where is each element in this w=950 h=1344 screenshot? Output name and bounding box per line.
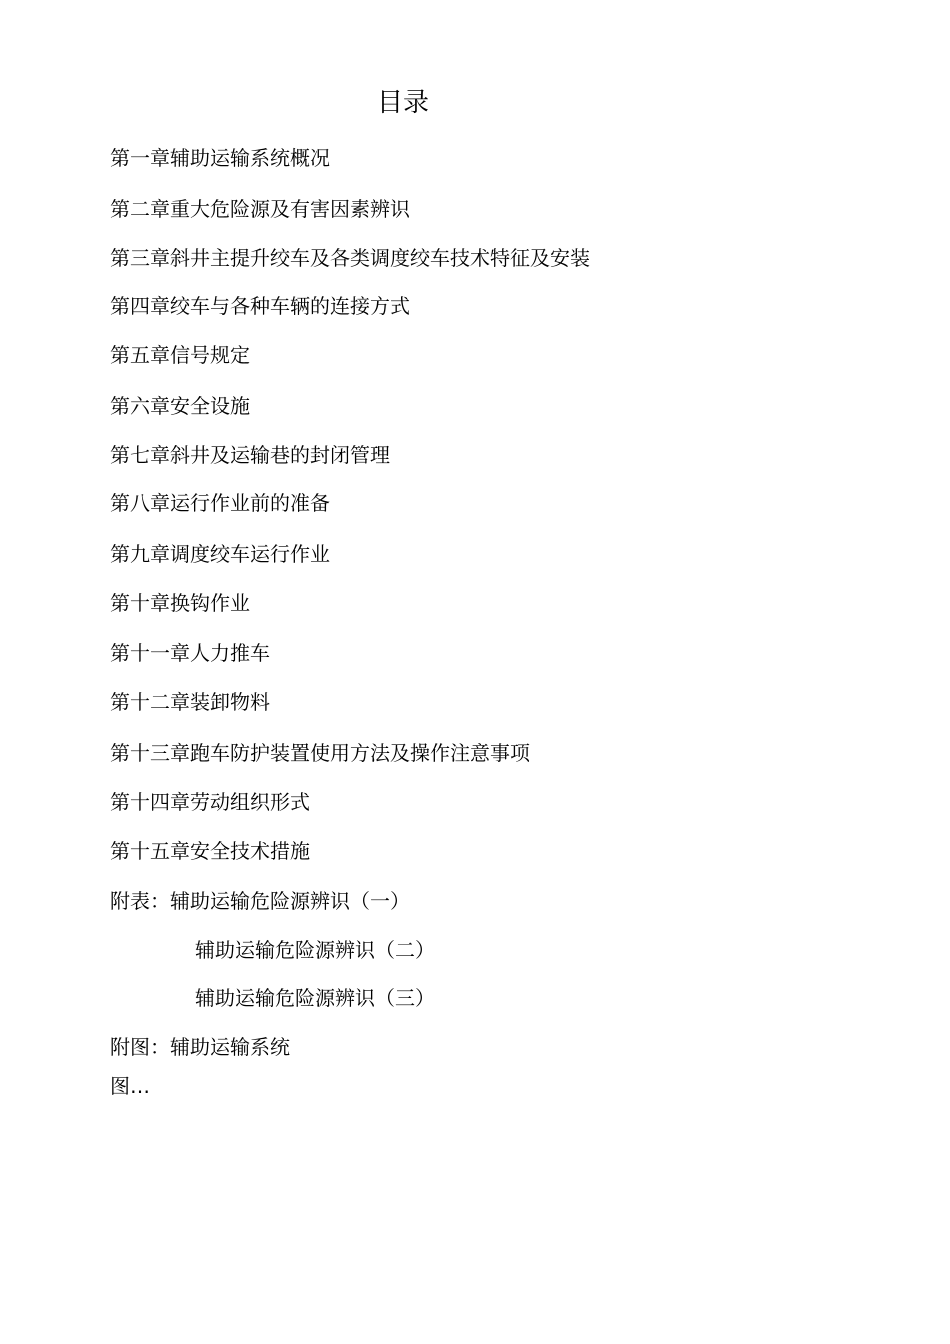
toc-chapter-15[interactable]: 第十五章安全技术措施 xyxy=(110,839,310,863)
page-title: 目录 xyxy=(376,88,429,118)
toc-chapter-11[interactable]: 第十一章人力推车 xyxy=(110,641,270,665)
toc-chapter-14[interactable]: 第十四章劳动组织形式 xyxy=(110,790,310,814)
toc-chapter-6[interactable]: 第六章安全设施 xyxy=(110,394,250,418)
toc-chapter-3[interactable]: 第三章斜井主提升绞车及各类调度绞车技术特征及安装 xyxy=(110,246,590,270)
toc-chapter-7[interactable]: 第七章斜井及运输巷的封闭管理 xyxy=(110,443,390,467)
toc-chapter-13[interactable]: 第十三章跑车防护装置使用方法及操作注意事项 xyxy=(110,741,530,765)
toc-appendix-figure[interactable]: 附图：辅助运输系统 xyxy=(110,1035,290,1059)
toc-appendix-table-3[interactable]: 辅助运输危险源辨识（三） xyxy=(195,986,435,1010)
toc-chapter-12[interactable]: 第十二章装卸物料 xyxy=(110,690,270,714)
toc-chapter-1[interactable]: 第一章辅助运输系统概况 xyxy=(110,146,330,170)
toc-chapter-8[interactable]: 第八章运行作业前的准备 xyxy=(110,491,330,515)
toc-appendix-table-1[interactable]: 附表：辅助运输危险源辨识（一） xyxy=(110,889,410,913)
toc-appendix-figure-continued: 图… xyxy=(110,1074,150,1098)
toc-chapter-2[interactable]: 第二章重大危险源及有害因素辨识 xyxy=(110,197,410,221)
toc-appendix-table-2[interactable]: 辅助运输危险源辨识（二） xyxy=(195,938,435,962)
toc-chapter-9[interactable]: 第九章调度绞车运行作业 xyxy=(110,542,330,566)
toc-chapter-4[interactable]: 第四章绞车与各种车辆的连接方式 xyxy=(110,294,410,318)
toc-chapter-10[interactable]: 第十章换钩作业 xyxy=(110,591,250,615)
toc-chapter-5[interactable]: 第五章信号规定 xyxy=(110,343,250,367)
